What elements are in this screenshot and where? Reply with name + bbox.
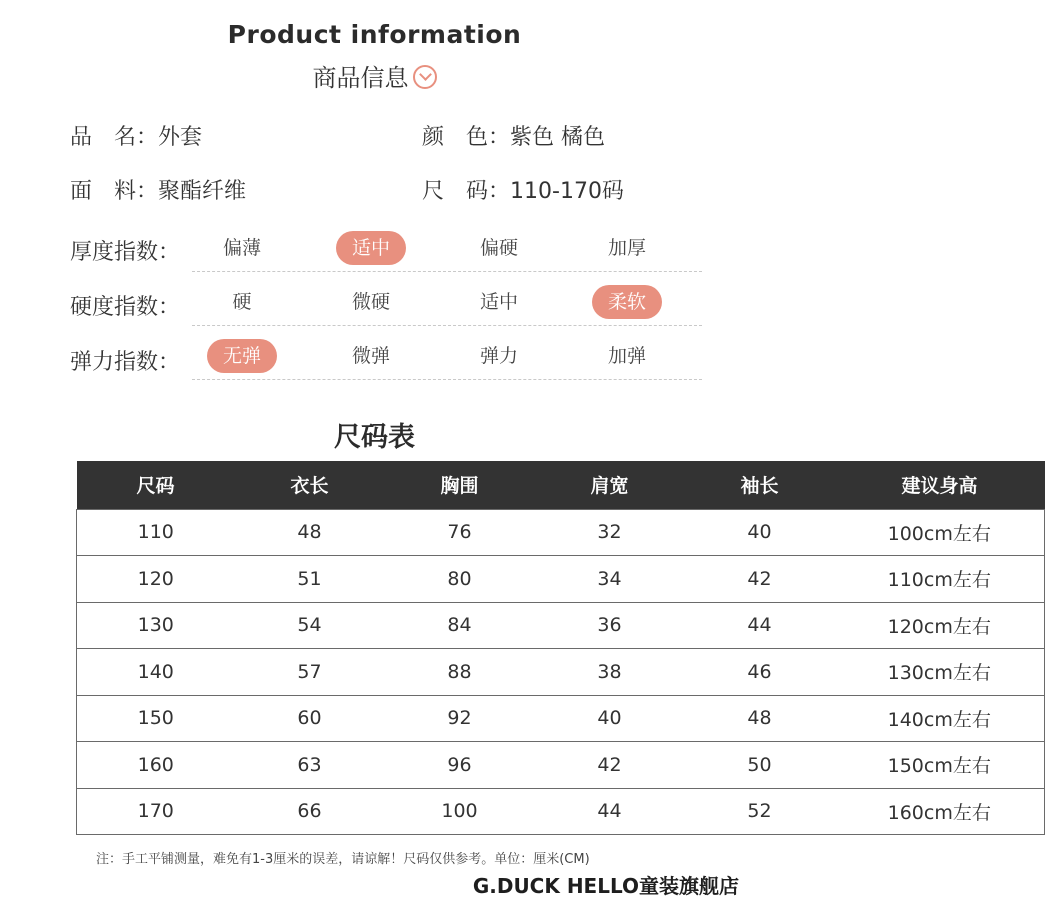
divider bbox=[192, 379, 702, 380]
chevron-down-icon bbox=[413, 65, 437, 89]
table-cell: 42 bbox=[685, 556, 835, 603]
table-cell: 63 bbox=[235, 742, 385, 789]
table-cell: 150 bbox=[77, 695, 235, 742]
size-table bbox=[76, 461, 1045, 835]
table-cell: 160cm左右 bbox=[835, 788, 1045, 835]
table-cell: 140 bbox=[77, 649, 235, 696]
elasticity-option: 无弹 bbox=[207, 339, 277, 373]
table-cell: 110cm左右 bbox=[835, 556, 1045, 603]
info-product-name bbox=[70, 120, 202, 151]
table-cell: 160 bbox=[77, 742, 235, 789]
table-cell: 66 bbox=[235, 788, 385, 835]
elasticity-option: 微弹 bbox=[351, 345, 390, 367]
table-cell: 36 bbox=[535, 602, 685, 649]
info-label: 颜 色： bbox=[422, 125, 511, 150]
table-cell: 96 bbox=[385, 742, 535, 789]
divider bbox=[192, 325, 702, 326]
info-size bbox=[422, 174, 624, 205]
table-cell: 130cm左右 bbox=[835, 649, 1045, 696]
table-cell: 32 bbox=[535, 509, 685, 556]
thickness-option: 偏薄 bbox=[222, 237, 261, 259]
info-fabric bbox=[70, 174, 246, 205]
table-cell: 42 bbox=[535, 742, 685, 789]
measurement-note: 注：手工平铺测量，难免有1-3厘米的误差，请谅解！尺码仅供参考。单位：厘米(CM) bbox=[96, 852, 590, 867]
table-cell: 60 bbox=[235, 695, 385, 742]
info-label: 品 名： bbox=[70, 125, 159, 150]
table-cell: 38 bbox=[535, 649, 685, 696]
table-row bbox=[77, 649, 1045, 696]
info-label: 尺 码： bbox=[422, 179, 511, 204]
header-sleeve: 袖长 bbox=[685, 461, 835, 509]
info-value: 紫色 橘色 bbox=[510, 125, 606, 150]
info-color bbox=[422, 120, 605, 151]
table-cell: 170 bbox=[77, 788, 235, 835]
table-cell: 54 bbox=[235, 602, 385, 649]
info-value: 外套 bbox=[158, 125, 203, 150]
table-cell: 140cm左右 bbox=[835, 695, 1045, 742]
divider bbox=[192, 271, 702, 272]
hardness-option: 适中 bbox=[479, 291, 518, 313]
hardness-index-label: 硬度指数： bbox=[70, 295, 181, 320]
header-chest: 胸围 bbox=[385, 461, 535, 509]
table-cell: 46 bbox=[685, 649, 835, 696]
thickness-option: 适中 bbox=[336, 231, 406, 265]
table-cell: 100 bbox=[385, 788, 535, 835]
title-english: Product information bbox=[227, 20, 522, 49]
info-value: 110-170码 bbox=[510, 179, 624, 204]
table-cell: 44 bbox=[685, 602, 835, 649]
table-cell: 48 bbox=[685, 695, 835, 742]
hardness-option: 柔软 bbox=[592, 285, 662, 319]
table-row bbox=[77, 695, 1045, 742]
hardness-option: 微硬 bbox=[351, 291, 390, 313]
header-height: 建议身高 bbox=[835, 461, 1045, 509]
table-row bbox=[77, 742, 1045, 789]
table-row bbox=[77, 602, 1045, 649]
table-cell: 76 bbox=[385, 509, 535, 556]
table-cell: 92 bbox=[385, 695, 535, 742]
brand-name: G.DUCK HELLO童装旗舰店 bbox=[472, 874, 739, 898]
table-cell: 120 bbox=[77, 556, 235, 603]
header-size: 尺码 bbox=[77, 461, 235, 509]
info-value: 聚酯纤维 bbox=[158, 179, 247, 204]
table-cell: 150cm左右 bbox=[835, 742, 1045, 789]
table-cell: 40 bbox=[535, 695, 685, 742]
size-chart-title: 尺码表 bbox=[334, 422, 415, 453]
hardness-option: 硬 bbox=[232, 291, 252, 313]
elasticity-index-label: 弹力指数： bbox=[70, 350, 181, 375]
table-cell: 48 bbox=[235, 509, 385, 556]
table-cell: 34 bbox=[535, 556, 685, 603]
table-cell: 110 bbox=[77, 509, 235, 556]
table-cell: 100cm左右 bbox=[835, 509, 1045, 556]
table-header-row bbox=[77, 461, 1045, 509]
info-label: 面 料： bbox=[70, 179, 159, 204]
table-cell: 44 bbox=[535, 788, 685, 835]
header-length: 衣长 bbox=[235, 461, 385, 509]
table-row bbox=[77, 509, 1045, 556]
table-cell: 130 bbox=[77, 602, 235, 649]
table-cell: 84 bbox=[385, 602, 535, 649]
title-chinese-text: 商品信息 bbox=[312, 64, 409, 92]
header-shoulder: 肩宽 bbox=[535, 461, 685, 509]
table-cell: 52 bbox=[685, 788, 835, 835]
table-row bbox=[77, 788, 1045, 835]
table-row bbox=[77, 556, 1045, 603]
thickness-index-label: 厚度指数： bbox=[70, 240, 181, 265]
thickness-option: 加厚 bbox=[607, 237, 646, 259]
table-cell: 80 bbox=[385, 556, 535, 603]
table-cell: 40 bbox=[685, 509, 835, 556]
thickness-option: 偏硬 bbox=[479, 237, 518, 259]
elasticity-option: 加弹 bbox=[607, 345, 646, 367]
table-cell: 120cm左右 bbox=[835, 602, 1045, 649]
title-chinese bbox=[0, 58, 749, 93]
table-cell: 88 bbox=[385, 649, 535, 696]
table-cell: 50 bbox=[685, 742, 835, 789]
table-cell: 51 bbox=[235, 556, 385, 603]
elasticity-option: 弹力 bbox=[479, 345, 518, 367]
table-cell: 57 bbox=[235, 649, 385, 696]
